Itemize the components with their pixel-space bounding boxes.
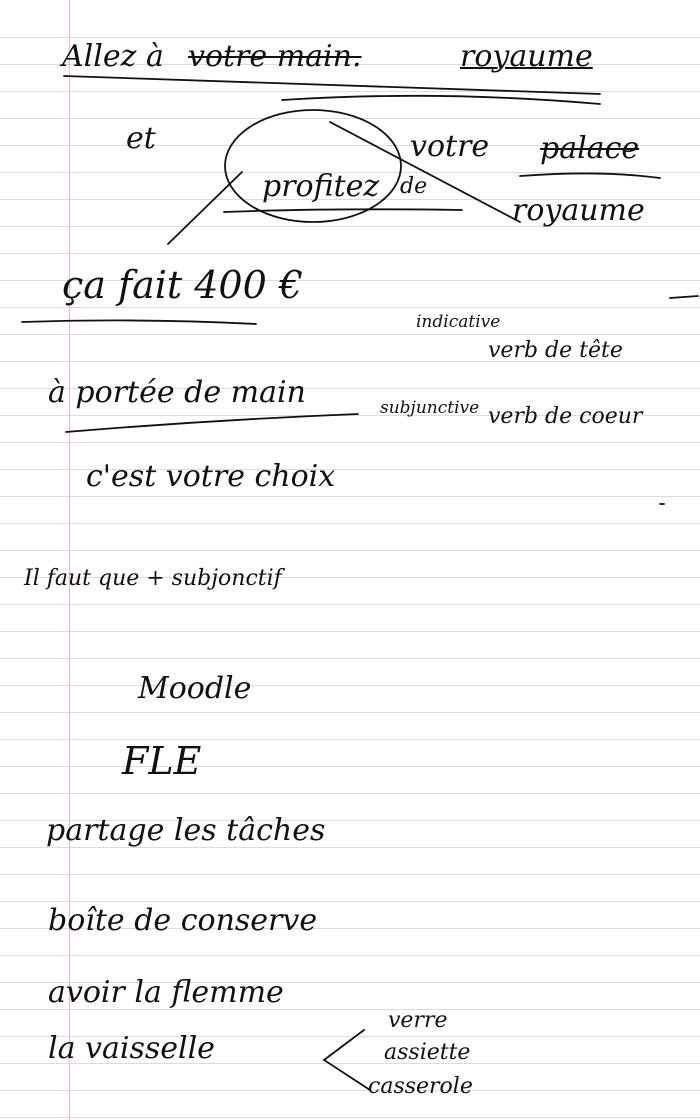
note-royaume-top: royaume (460, 39, 593, 74)
note-et: et (126, 121, 156, 156)
note-vaisselle: la vaisselle (48, 1031, 215, 1066)
note-fle: FLE (122, 739, 202, 783)
note-verb-coeur: verb de coeur (488, 404, 643, 429)
note-subjunctive: subjunctive (380, 398, 480, 418)
note-portee: à portée de main (48, 375, 306, 410)
underline-portee (66, 414, 358, 432)
note-verre: verre (388, 1008, 448, 1033)
note-verb-tete: verb de tête (488, 338, 623, 363)
note-ca-fait: ça fait 400 € (62, 263, 304, 307)
note-choix: c'est votre choix (86, 459, 336, 494)
note-royaume-right: royaume (512, 193, 645, 228)
note-casserole: casserole (368, 1074, 473, 1099)
note-profitez: profitez (262, 169, 380, 204)
note-allez: Allez à (62, 39, 164, 74)
note-boite: boîte de conserve (48, 903, 318, 938)
note-de: de (400, 174, 428, 199)
note-flemme: avoir la flemme (48, 975, 284, 1010)
note-assiette: assiette (384, 1040, 471, 1065)
underline-ca-fait (22, 320, 256, 324)
note-votre: votre (410, 129, 490, 164)
circle-profitez (225, 110, 401, 222)
note-palace: palace (540, 131, 640, 166)
strike-palace (520, 173, 660, 178)
stroke-royaume-bar (282, 96, 600, 104)
arrow-left (168, 172, 242, 244)
note-partage: partage les tâches (46, 813, 326, 848)
note-il-faut: Il faut que + subjonctif (24, 566, 282, 591)
note-indicative: indicative (416, 312, 501, 332)
bracket-vaisselle (324, 1030, 370, 1090)
dash-right (670, 296, 698, 298)
note-crossed-votre-main: votre main. (188, 39, 362, 74)
note-moodle: Moodle (138, 671, 252, 706)
underline-line1 (64, 76, 600, 94)
arrow-right (330, 122, 520, 222)
